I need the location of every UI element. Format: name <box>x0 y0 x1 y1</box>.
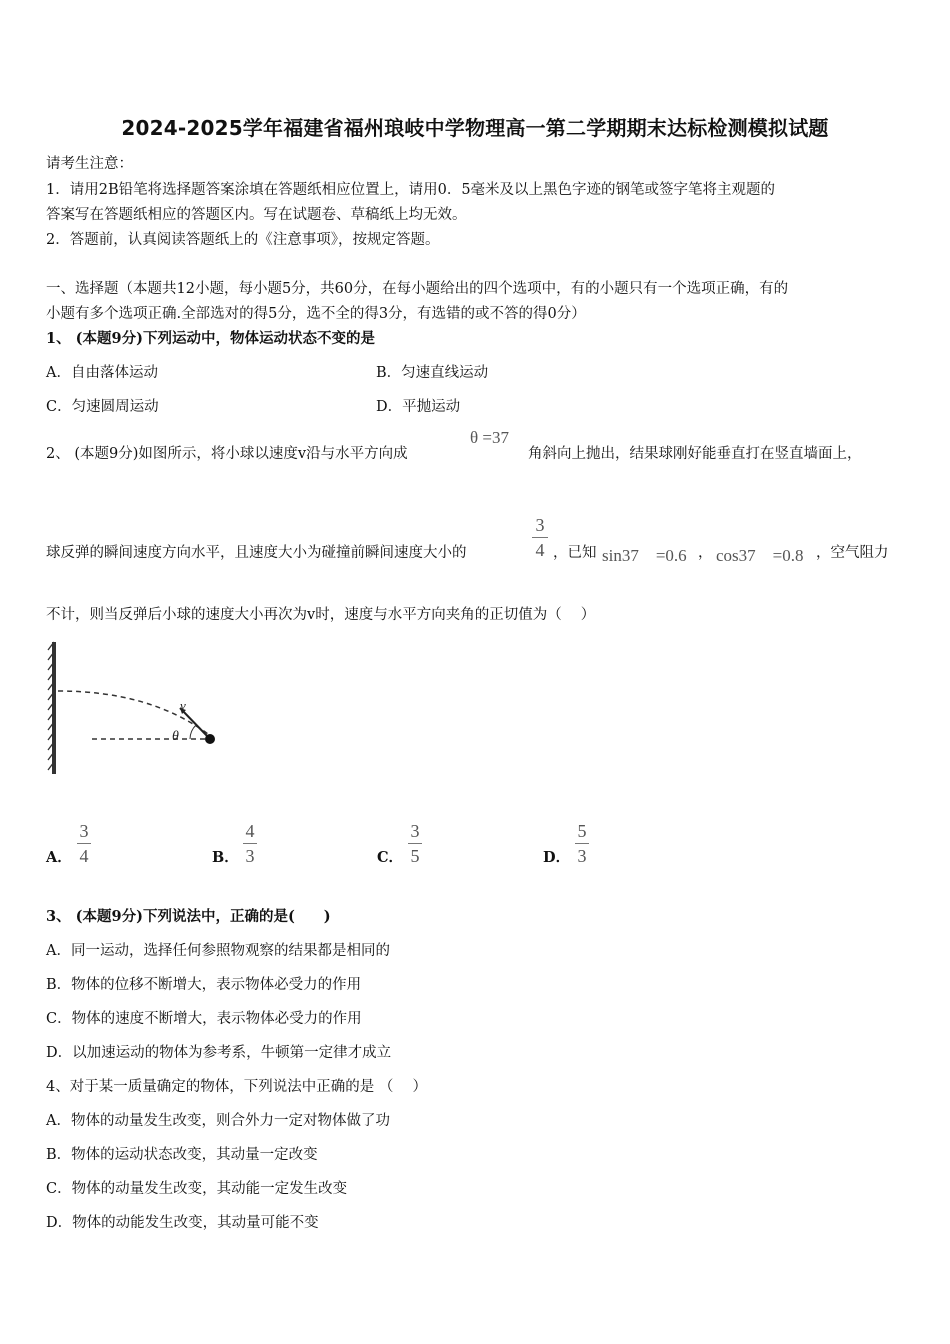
section-heading-line-2: 小题有多个选项正确.全部选对的得5分，选不全的得3分，有选错的或不答的得0分） <box>46 306 586 322</box>
q2-figure <box>40 636 230 782</box>
q2-sin-value: sin37 =0.6 <box>602 546 687 565</box>
q2-fraction-numerator: 3 <box>535 515 545 535</box>
q2-option-d-bar <box>575 843 589 844</box>
q2-option-d-label: D． <box>543 849 571 866</box>
q2-option-b-fraction <box>243 820 257 867</box>
q3-option-b: B．物体的位移不断增大，表示物体必受力的作用 <box>46 977 362 993</box>
notice-line-1a: 1．请用2B铅笔将选择题答案涂填在答题纸相应位置上，请用0．5毫米及以上黑色字迹的钢笔或签字笔将主观题的 <box>46 182 776 198</box>
q2-option-d-numerator: 5 <box>577 821 587 841</box>
q1-option-d: D．平抛运动 <box>376 399 461 415</box>
q1-option-b: B．匀速直线运动 <box>376 365 489 381</box>
q2-option-a-denominator: 4 <box>79 846 89 866</box>
notice-line-2: 2．答题前，认真阅读答题纸上的《注意事项》，按规定答题。 <box>46 232 440 248</box>
q2-stem-part6: 不计，则当反弹后小球的速度大小再次为v时，速度与水平方向夹角的正切值为（ ） <box>46 607 596 623</box>
q2-comma: ， <box>698 545 713 561</box>
notice-heading: 请考生注意： <box>46 156 133 172</box>
angle-arc <box>190 725 196 739</box>
q2-option-a-numerator: 3 <box>79 821 89 841</box>
q3-option-d: D．以加速运动的物体为参考系，牛顿第一定律才成立 <box>46 1045 392 1061</box>
q1-option-c: C．匀速圆周运动 <box>46 399 159 415</box>
q2-option-d-fraction <box>575 820 589 867</box>
q2-stem-part1: 2、 (本题9分)如图所示，将小球以速度v沿与水平方向成 <box>46 446 408 462</box>
q2-option-b-bar <box>243 843 257 844</box>
section-heading-line-1: 一、选择题（本题共12小题，每小题5分，共60分，在每小题给出的四个选项中，有的小题只有一个选项正确，有的 <box>46 281 789 297</box>
q3-stem: 3、 (本题9分)下列说法中，正确的是( ) <box>46 908 331 925</box>
q2-cos-value: cos37 =0.8 <box>716 546 804 565</box>
q2-option-c-bar <box>408 843 422 844</box>
q3-option-c: C．物体的速度不断增大，表示物体必受力的作用 <box>46 1011 362 1027</box>
q1-stem: 1、 (本题9分)下列运动中，物体运动状态不变的是 <box>46 330 375 347</box>
notice-line-1b: 答案写在答题纸相应的答题区内。写在试题卷、草稿纸上均无效。 <box>46 207 467 223</box>
q2-stem-part2: 角斜向上抛出，结果球刚好能垂直打在竖直墙面上， <box>528 446 862 462</box>
q2-stem-part3: 球反弹的瞬间速度方向水平，且速度大小为碰撞前瞬间速度大小的 <box>46 545 467 561</box>
q2-option-c-denominator: 5 <box>410 846 420 866</box>
page-title: 2024-2025学年福建省福州琅岐中学物理高一第二学期期末达标检测模拟试题 <box>121 116 829 140</box>
q2-stem-part4: ，已知 <box>553 545 597 561</box>
q2-option-d-denominator: 3 <box>577 846 587 866</box>
q2-option-a-bar <box>77 843 91 844</box>
q2-theta-formula: θ =37 <box>470 428 509 447</box>
ball <box>205 734 215 744</box>
q2-stem-part5: ，空气阻力 <box>816 545 889 561</box>
q4-stem: 4、对于某一质量确定的物体，下列说法中正确的是 （ ） <box>46 1079 427 1095</box>
q2-option-a-fraction <box>77 820 91 867</box>
q4-option-d: D．物体的动能发生改变，其动量可能不变 <box>46 1215 319 1231</box>
q2-fraction-denominator: 4 <box>535 540 545 560</box>
q2-option-b-numerator: 4 <box>245 821 255 841</box>
q2-option-c-label: C． <box>377 849 404 866</box>
q4-option-a: A．物体的动量发生改变，则合外力一定对物体做了功 <box>46 1113 390 1129</box>
q2-option-c-numerator: 3 <box>410 821 420 841</box>
q3-option-a: A．同一运动，选择任何参照物观察的结果都是相同的 <box>46 943 390 959</box>
q2-option-b-denominator: 3 <box>245 846 255 866</box>
q2-option-c-fraction <box>408 820 422 867</box>
q2-fraction-bar <box>532 537 548 538</box>
q4-option-b: B．物体的运动状态改变，其动量一定改变 <box>46 1147 318 1163</box>
q4-option-c: C．物体的动量发生改变，其动能一定发生改变 <box>46 1181 348 1197</box>
q1-option-a: A．自由落体运动 <box>46 365 158 381</box>
q2-option-b-label: B． <box>212 849 239 866</box>
q2-fraction-three-quarters <box>532 514 548 561</box>
velocity-label: v <box>180 698 186 713</box>
q2-option-a-label: A． <box>46 849 72 866</box>
angle-label: θ <box>172 729 179 744</box>
